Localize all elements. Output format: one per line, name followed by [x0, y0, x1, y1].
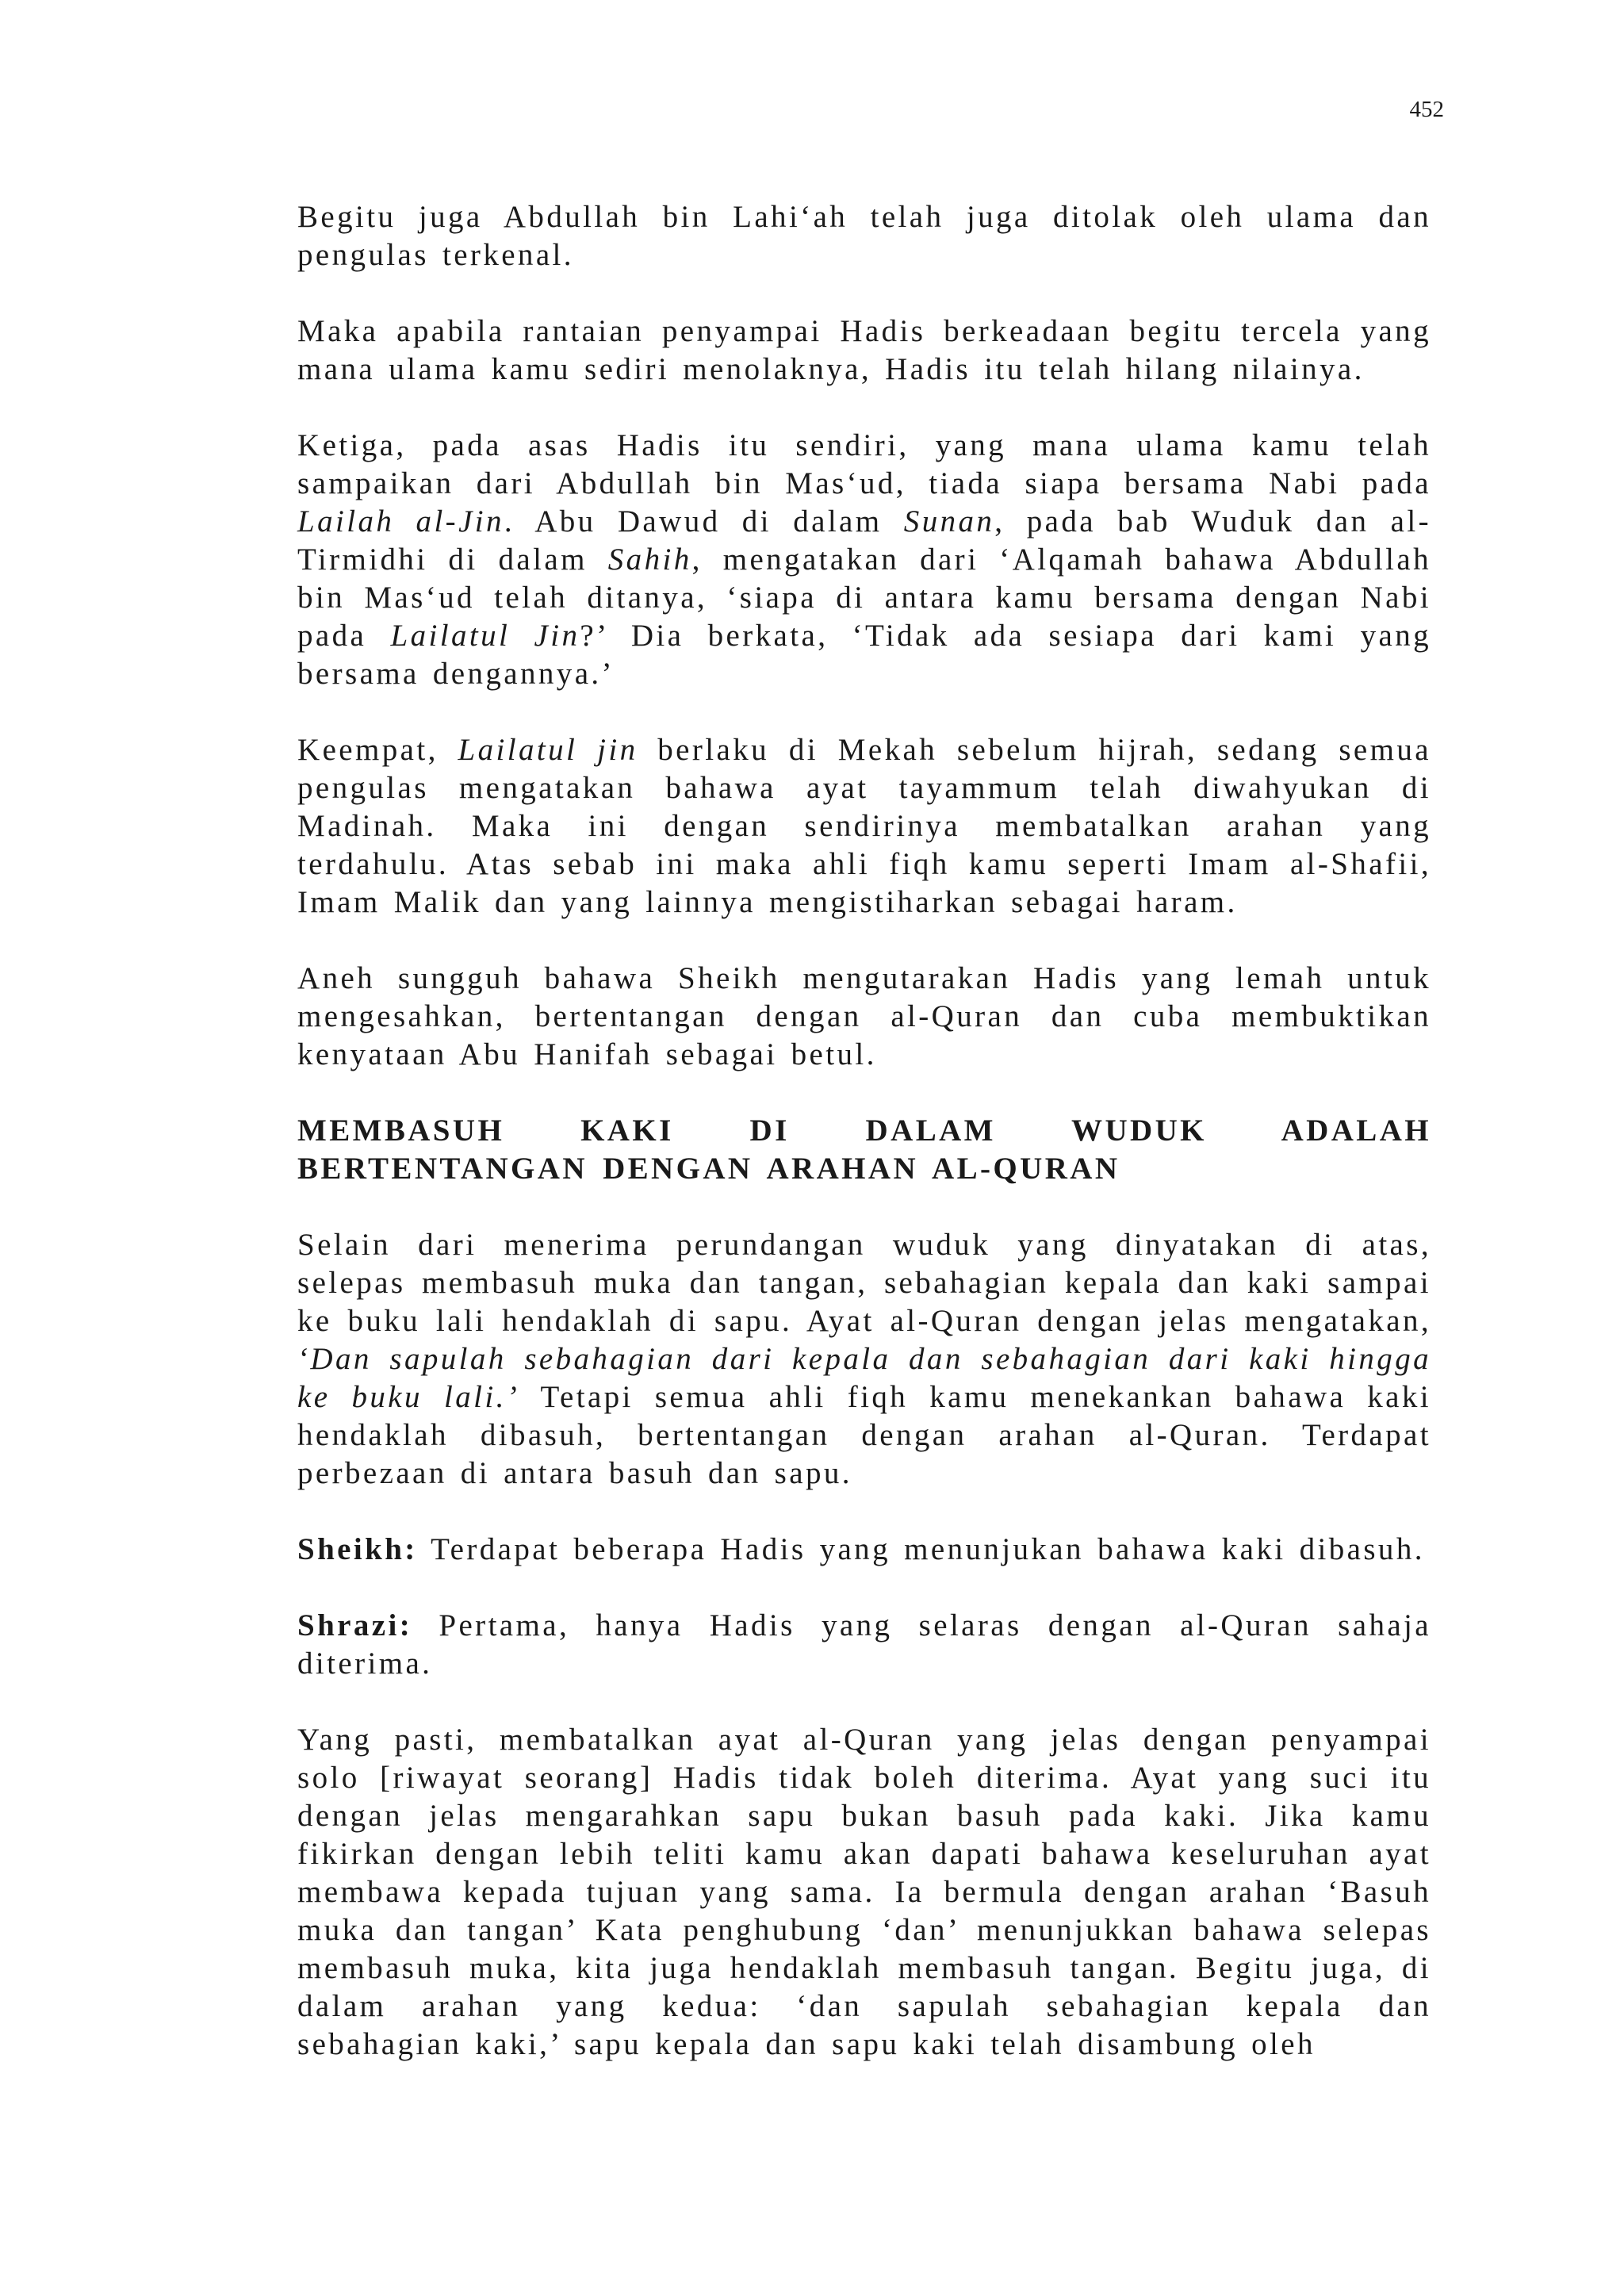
quran-quote: ‘Dan sapulah sebahagian dari kepala dan sebahagian dari kaki hingga ke buku lali.’ — [297, 1342, 1431, 1414]
paragraph-3-text: ?’ Dia berkata, ‘Tidak ada sesiapa dari kami yang bersama dengannya.’ — [297, 619, 1431, 691]
section-heading — [297, 1112, 1431, 1188]
paragraph-3-text: Ketiga, pada asas Hadis itu sendiri, yang mana ulama kamu telah sampaikan dari Abdullah bin Mas‘ud, tiada siapa bersama Nabi pada — [297, 428, 1431, 500]
paragraph-9: Yang pasti, membatalkan ayat al-Quran yang jelas dengan penyampai solo [riwayat seorang] Hadis tidak boleh diterima. Ayat yang suci itu dengan jelas mengarahkan sapu bukan basuh pada kaki. Jika kamu fikirkan dengan lebih teliti kamu akan dapati bahawa keseluruhan ayat membawa kepada tujuan yang sama. Ia bermula dengan arahan ‘Basuh muka dan tangan’ Kata penghubung ‘dan’ menunjukkan bahawa selepas membasuh muka, kita juga hendaklah membasuh tangan. Begitu juga, di dalam arahan yang kedua: ‘dan sapulah sebahagian kepala dan sebahagian kaki,’ sapu kepala dan sapu kaki telah disambung oleh — [297, 1723, 1431, 2061]
paragraph-4 — [297, 731, 1431, 922]
paragraph-2: Maka apabila rantaian penyampai Hadis berkeadaan begitu tercela yang mana ulama kamu sediri menolaknya, Hadis itu telah hilang nilainya. — [297, 314, 1431, 386]
dialogue-text: Terdapat beberapa Hadis yang menunjukan bahawa kaki dibasuh. — [417, 1532, 1425, 1566]
speaker-label-sheikh: Sheikh: — [297, 1532, 418, 1566]
page-number: 452 — [1409, 97, 1444, 122]
paragraph-6 — [297, 1226, 1431, 1493]
term-lailatul-jin: Lailatul jin — [458, 733, 638, 767]
book-title-sahih: Sahih — [607, 542, 692, 577]
term-lailah-al-jin: Lailah al-Jin — [297, 504, 504, 539]
dialogue-shrazi — [297, 1607, 1431, 1683]
dialogue-text: Pertama, hanya Hadis yang selaras dengan al-Quran sahaja diterima. — [297, 1608, 1431, 1681]
section-heading-line-1: MEMBASUH KAKI DI DALAM WUDUK ADALAH — [297, 1114, 1431, 1148]
term-lailatul-jin: Lailatul Jin — [390, 619, 580, 653]
page-body — [297, 198, 1431, 2102]
paragraph-4-text: berlaku di Mekah sebelum hijrah, sedang semua pengulas mengatakan bahawa ayat tayammum telah diwahyukan di Madinah. Maka ini dengan sendirinya membatalkan arahan yang terdahulu. Atas sebab ini maka ahli fiqh kamu seperti Imam al-Shafii, Imam Malik dan yang lainnya mengistiharkan sebagai haram. — [297, 733, 1431, 919]
paragraph-6-text: Tetapi semua ahli fiqh kamu menekankan bahawa kaki hendaklah dibasuh, bertentangan dengan arahan al-Quran. Terdapat perbezaan di antara basuh dan sapu. — [297, 1380, 1431, 1490]
section-heading-line-2: BERTENTANGAN DENGAN ARAHAN AL-QURAN — [297, 1152, 1120, 1186]
paragraph-3-text: . Abu Dawud di dalam — [504, 504, 904, 539]
paragraph-4-text: Keempat, — [297, 733, 458, 767]
paragraph-5: Aneh sungguh bahawa Sheikh mengutarakan Hadis yang lemah untuk mengesahkan, bertentangan dengan al-Quran dan cuba membuktikan kenyataan Abu Hanifah sebagai betul. — [297, 961, 1431, 1071]
paragraph-3-text: , pada bab Wuduk dan al-Tirmidhi di dalam — [297, 504, 1431, 577]
book-title-sunan: Sunan — [903, 504, 995, 539]
paragraph-3 — [297, 427, 1431, 693]
paragraph-3-text: , mengatakan dari ‘Alqamah bahawa Abdullah bin Mas‘ud telah ditanya, ‘siapa di antara kamu bersama dengan Nabi pada — [297, 542, 1431, 653]
speaker-label-shrazi: Shrazi: — [297, 1608, 413, 1642]
paragraph-1: Begitu juga Abdullah bin Lahi‘ah telah juga ditolak oleh ulama dan pengulas terkenal. — [297, 200, 1431, 272]
paragraph-6-text: Selain dari menerima perundangan wuduk yang dinyatakan di atas, selepas membasuh muka dan tangan, sebahagian kepala dan kaki sampai ke buku lali hendaklah di sapu. Ayat al-Quran dengan jelas mengatakan, — [297, 1228, 1431, 1338]
dialogue-sheikh — [297, 1531, 1431, 1569]
